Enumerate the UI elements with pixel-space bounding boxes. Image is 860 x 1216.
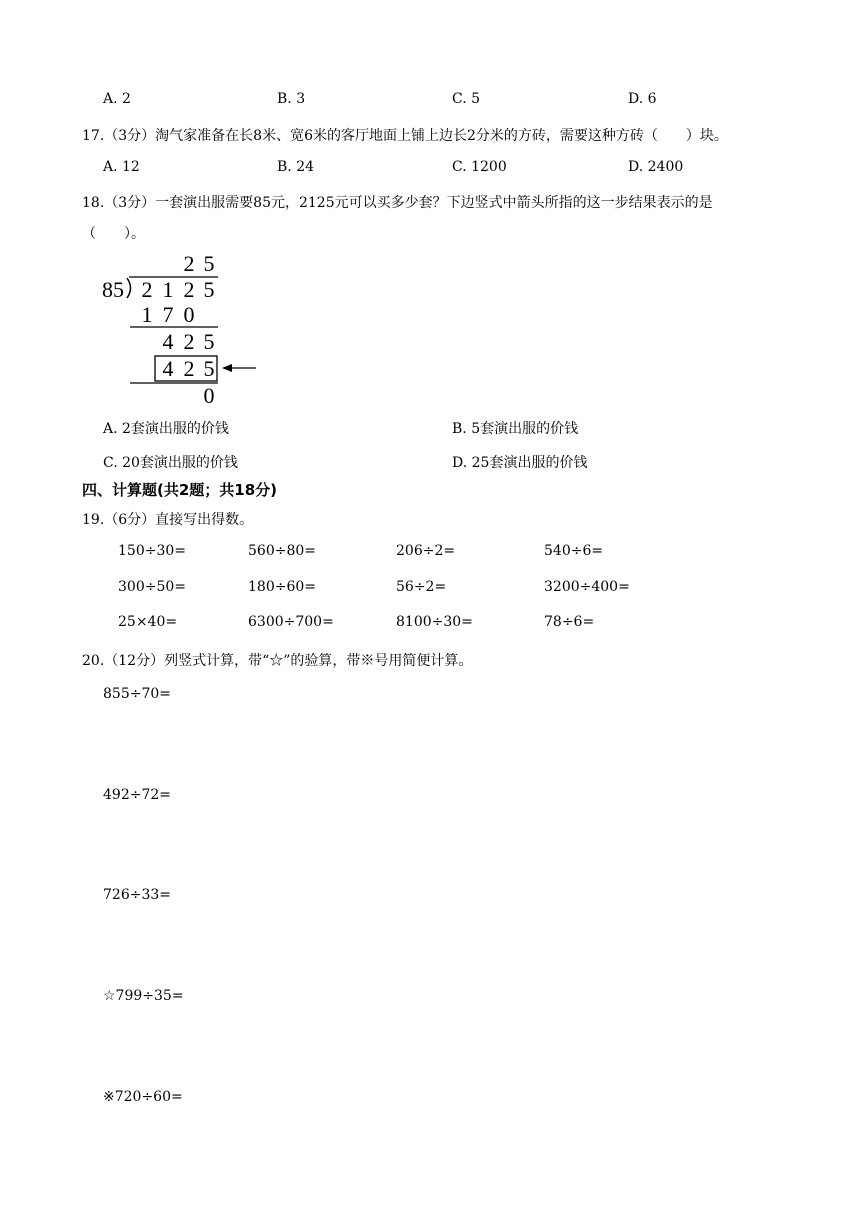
- dividend-digit: 2: [183, 277, 195, 302]
- q16-option-c: C. 5: [452, 91, 481, 107]
- boxed-digit: 4: [162, 356, 174, 381]
- q20-item: ☆799÷35=: [103, 988, 184, 1004]
- q19-item: 56÷2=: [396, 579, 447, 595]
- q18-stem-line1: 18.（3分）一套演出服需要85元，2125元可以买多少套？下边竖式中箭头所指的这一步结果表示的是: [82, 195, 713, 211]
- step1-digit: 7: [162, 302, 174, 327]
- q16-option-d: D. 6: [628, 91, 657, 107]
- step2-digit: 5: [203, 329, 215, 354]
- q19-item: 3200÷400=: [544, 579, 630, 595]
- q19-item: 180÷60=: [248, 579, 316, 595]
- q20-stem: 20.（12分）列竖式计算，带“☆”的验算，带※号用简便计算。: [82, 653, 473, 669]
- dividend-digit: 2: [141, 277, 153, 302]
- dividend-digit: 1: [162, 277, 174, 302]
- q17-option-a: A. 12: [103, 159, 140, 175]
- q19-item: 560÷80=: [248, 543, 316, 559]
- q19-stem: 19.（6分）直接写出得数。: [82, 512, 254, 528]
- q18-option-c: C. 20套演出服的价钱: [103, 455, 238, 471]
- step2-digit: 4: [162, 329, 174, 354]
- divisor: 85: [102, 277, 124, 302]
- q17-option-b: B. 24: [277, 159, 315, 175]
- dividend-digit: 5: [203, 277, 215, 302]
- q19-item: 540÷6=: [544, 543, 604, 559]
- step1-digit: 1: [141, 302, 153, 327]
- q20-item: 855÷70=: [103, 686, 171, 702]
- q16-option-b: B. 3: [277, 91, 306, 107]
- q19-item: 300÷50=: [118, 579, 186, 595]
- q18-option-b: B. 5套演出服的价钱: [452, 421, 579, 437]
- q20-item: 492÷72=: [103, 787, 171, 803]
- q17-option-c: C. 1200: [452, 159, 507, 175]
- q17-stem: 17.（3分）淘气家准备在长8米、宽6米的客厅地面上铺上边长2分米的方砖，需要这种方砖（ ）块。: [82, 128, 728, 144]
- q19-item: 150÷30=: [118, 543, 186, 559]
- remainder: 0: [203, 383, 215, 408]
- step2-digit: 2: [183, 329, 195, 354]
- quotient-digit: 5: [203, 251, 215, 276]
- q18-option-a: A. 2套演出服的价钱: [103, 421, 229, 437]
- q19-item: 206÷2=: [396, 543, 456, 559]
- q19-item: 8100÷30=: [396, 614, 473, 630]
- q18-option-d: D. 25套演出服的价钱: [452, 455, 588, 471]
- long-division-figure: [100, 250, 270, 410]
- q20-item: ※720÷60=: [103, 1089, 183, 1105]
- boxed-digit: 2: [183, 356, 195, 381]
- section-heading: 四、计算题(共2题；共18分): [82, 481, 278, 499]
- q16-option-a: A. 2: [103, 91, 131, 107]
- q19-item: 25×40=: [118, 614, 178, 630]
- boxed-digit: 5: [203, 356, 215, 381]
- step1-digit: 0: [183, 302, 195, 327]
- q19-item: 78÷6=: [544, 614, 595, 630]
- q20-item: 726÷33=: [103, 887, 171, 903]
- q19-item: 6300÷700=: [248, 614, 334, 630]
- q17-option-d: D. 2400: [628, 159, 684, 175]
- quotient-digit: 2: [183, 251, 195, 276]
- q18-stem-line2: （ ）。: [82, 226, 145, 242]
